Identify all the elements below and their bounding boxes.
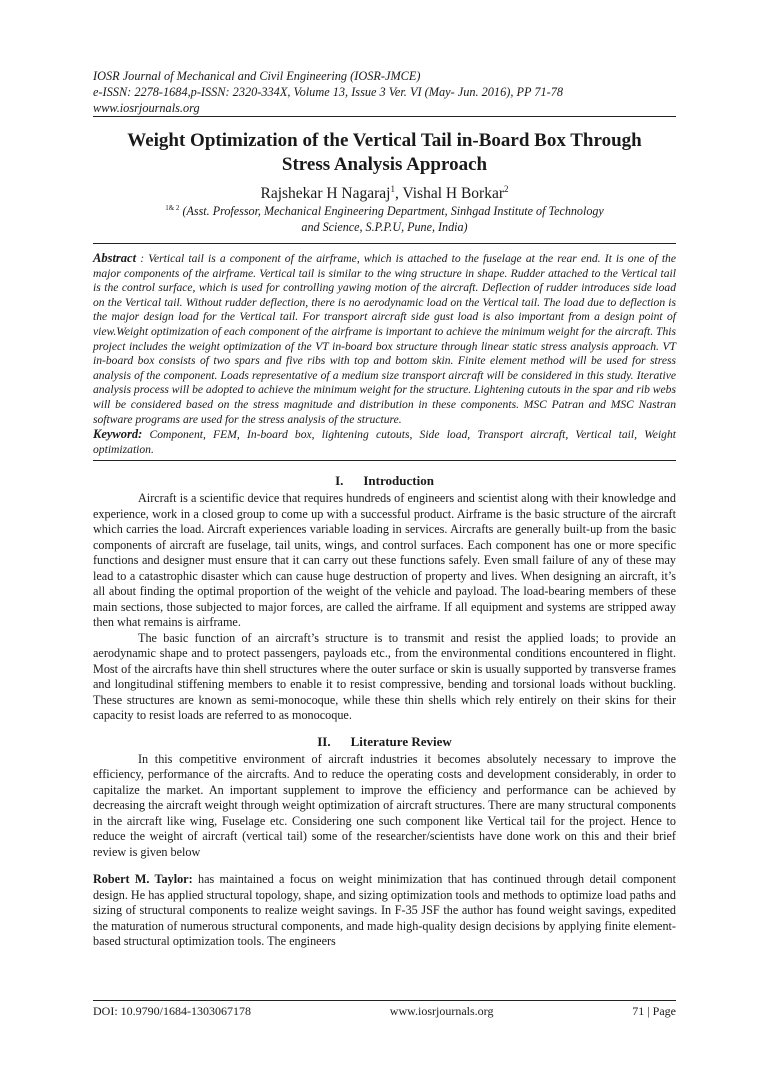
review-paragraph bbox=[93, 872, 676, 950]
review-text: has maintained a focus on weight minimization that has continued through detail component design. He has applied structural topology, shape, and sizing optimization tools and methods to optimize load paths and sizing of structural components to realize weight savings. In F-35 JSF the author has found weight savings, expedited the maturation of numerous structural components, and made high-quality design decisions by applying finite element-based structural optimization tools. The engineers bbox=[93, 872, 676, 949]
affiliation bbox=[93, 203, 676, 235]
keywords-text: Component, FEM, In-board box, lightening cutouts, Side load, Transport aircraft, Vertical tail, Weight optimization. bbox=[93, 428, 676, 456]
section-heading bbox=[93, 473, 676, 489]
paper-page bbox=[93, 68, 676, 950]
abstract-rule-top bbox=[93, 243, 676, 244]
section-introduction bbox=[93, 473, 676, 724]
section-heading bbox=[93, 734, 676, 750]
issn-line: e-ISSN: 2278-1684,p-ISSN: 2320-334X, Volume 13, Issue 3 Ver. VI (May- Jun. 2016), PP 71-78 bbox=[93, 85, 564, 99]
author-separator: , bbox=[394, 185, 403, 202]
journal-website: www.iosrjournals.org bbox=[93, 101, 200, 115]
title-line-2: Stress Analysis Approach bbox=[281, 154, 488, 175]
footer-page: 71 | Page bbox=[632, 1004, 676, 1018]
section-number: II. bbox=[317, 733, 331, 749]
section-literature-review bbox=[93, 734, 676, 861]
abstract bbox=[93, 251, 676, 427]
paragraph: Aircraft is a scientific device that requires hundreds of engineers and scientist along with their knowledge and experience, work in a closed group to come up with a successful product. Airframe is the basic structure of the aircraft which carries the load. Aircraft experiences variable loading in services. Aircrafts are generally built-up from the basic components of aircraft are fuselage, tail units, wings, and control surfaces. Each component has one or more specific functions and designer must ensure that it can carry out these functions safely. Even small failure of any of these may lead to a catastrophic disaster which can cause huge destruction of property and lives. When designing an aircraft, it’s all about finding the optimal proportion of the weight of the vehicle and payload. The load-bearing members of these main sections, those subjected to major forces, are called the airframe. If all equipment and systems are stripped away then what remains is airframe. bbox=[93, 491, 676, 630]
paragraph: In this competitive environment of aircraft industries it becomes absolutely necessary to improve the efficiency, performance of the aircrafts. And to reduce the operating costs and development considerably, in order to capitalize the market. An important supplement to improve the efficiency and performance can be achieved by decreasing the aircraft weight through weight optimization of aircraft structures. There are many structural components in the aircraft like wing, Fuselage etc. Considering one such component like Vertical tail for the project. Hence to reduce the weight of aircraft (vertical tail) some of the researcher/scientists have done work on this and their brief review is given below bbox=[93, 751, 676, 859]
header-rule bbox=[93, 116, 676, 117]
keywords-label: Keyword: bbox=[93, 427, 143, 442]
author-2: Vishal H Borkar bbox=[402, 185, 504, 202]
author-1-sup: 1 bbox=[390, 183, 395, 194]
footer-website: www.iosrjournals.org bbox=[389, 1004, 494, 1018]
title-line-1: Weight Optimization of the Vertical Tail in-Board Box Through bbox=[127, 130, 642, 151]
paragraph: The basic function of an aircraft’s structure is to transmit and resist the applied loads; to provide an aerodynamic shape and to protect passengers, payloads etc., from the environmental conditions encountered in flight. Most of the aircrafts have thin shell structures where the outer surface or skin is usually supported by transverse frames and longitudinal stiffening members to enable it to resist compressive, bending and torsional loads without buckling. These structures are known as semi-monocoque, while these thin shells which rely entirely on their skins for their capacity to resist loads are referred to as monocoque. bbox=[93, 630, 676, 723]
footer-doi: DOI: 10.9790/1684-1303067178 bbox=[93, 1004, 251, 1018]
abstract-sep: : bbox=[136, 252, 149, 265]
author-1: Rajshekar H Nagaraj bbox=[260, 185, 391, 202]
journal-header bbox=[93, 68, 676, 116]
footer-rule bbox=[93, 1000, 676, 1001]
affiliation-sup: 1& 2 bbox=[165, 203, 180, 212]
abstract-text: Vertical tail is a component of the airframe, which is attached to the fuselage at the rear end. It is one of the major components of the airframe. Vertical tail is similar to the wing structure in shape. Rudder attached to the Vertical tail is the control surface, which is used for controlling yawing motion of the aircraft. Deflection of rudder introduces side load on the Vertical tail. Without rudder deflection, there is no aerodynamic load on the Vertical tail. The load due to deflection is the major design load for the Vertical tail. For transport aircraft side gust load is also important from a design point of view.Weight optimization of each component of the airframe is important to achieve the minimum weight for the aircraft. This project includes the weight optimization of the VT in-board box structure through linear static stress analysis approach. VT in-board box consists of two spars and five ribs with top and bottom skin. Finite element method will be used for stress analysis of the component. Loads representative of a medium size transport aircraft will be considered in this study. Iterative analysis process will be adopted to achieve the minimum weight for the structure. Lightening cutouts in the spar and rib webs will be considered based on the stress magnitude and distribution in these components. MSC Patran and MSC Nastran software programs are used for the stress analysis of the structure. bbox=[93, 252, 676, 426]
author-2-sup: 2 bbox=[504, 183, 509, 194]
paper-title bbox=[93, 129, 676, 177]
author-list bbox=[93, 185, 676, 203]
journal-name: IOSR Journal of Mechanical and Civil Engineering (IOSR-JMCE) bbox=[93, 69, 421, 83]
review-author: Robert M. Taylor: bbox=[93, 872, 193, 887]
abstract-label: Abstract bbox=[93, 251, 137, 265]
section-number: I. bbox=[335, 473, 344, 489]
affiliation-line-2: and Science, S.P.P.U, Pune, India) bbox=[301, 220, 468, 234]
keywords bbox=[93, 427, 676, 457]
section-title: Introduction bbox=[363, 473, 434, 489]
affiliation-line-1: (Asst. Professor, Mechanical Engineering Department, Sinhgad Institute of Technology bbox=[182, 204, 604, 218]
section-title: Literature Review bbox=[350, 733, 452, 749]
page-footer bbox=[93, 1000, 676, 1019]
abstract-rule-bottom bbox=[93, 460, 676, 461]
